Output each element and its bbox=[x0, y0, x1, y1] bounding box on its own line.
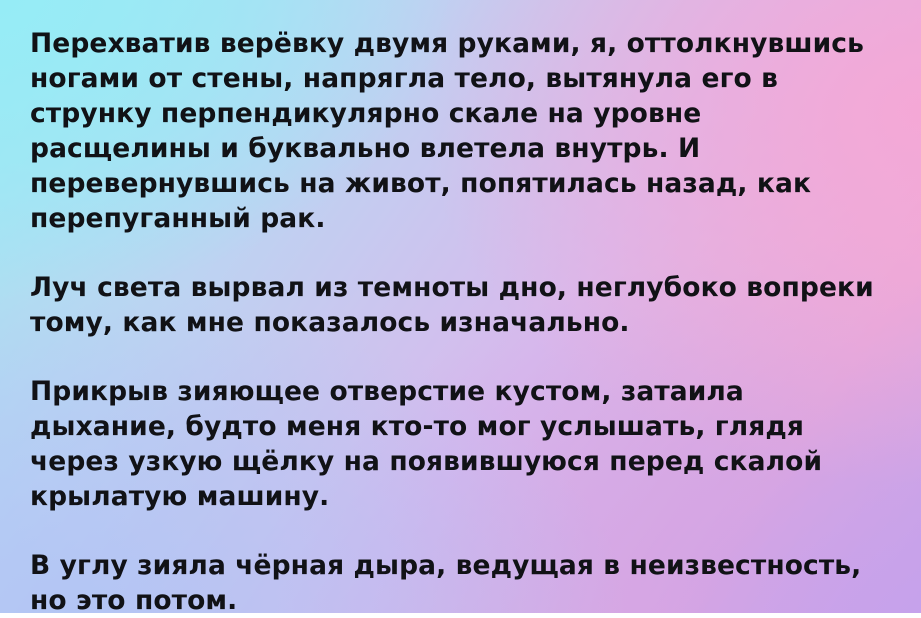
paragraph: Прикрыв зияющее отверстие кустом, затаила дыхание, будто меня кто-то мог услышать, глядя через узкую щёлку на появившуюся перед скалой крылатую машину. bbox=[30, 376, 823, 512]
text-body bbox=[30, 26, 891, 618]
paragraph: Перехватив верёвку двумя руками, я, оттолкнувшись ногами от стены, напрягла тело, вытянула его в струнку перпендикулярно скале на уровне расщелины и буквально влетела внутрь. И перевернувшись на живот, попятилась назад, как перепуганный рак. bbox=[30, 28, 864, 234]
paragraph: Луч света вырвал из темноты дно, неглубоко вопреки тому, как мне показалось изначально. bbox=[30, 272, 874, 338]
paragraph: В углу зияла чёрная дыра, ведущая в неизвестность, но это потом. bbox=[30, 550, 862, 616]
